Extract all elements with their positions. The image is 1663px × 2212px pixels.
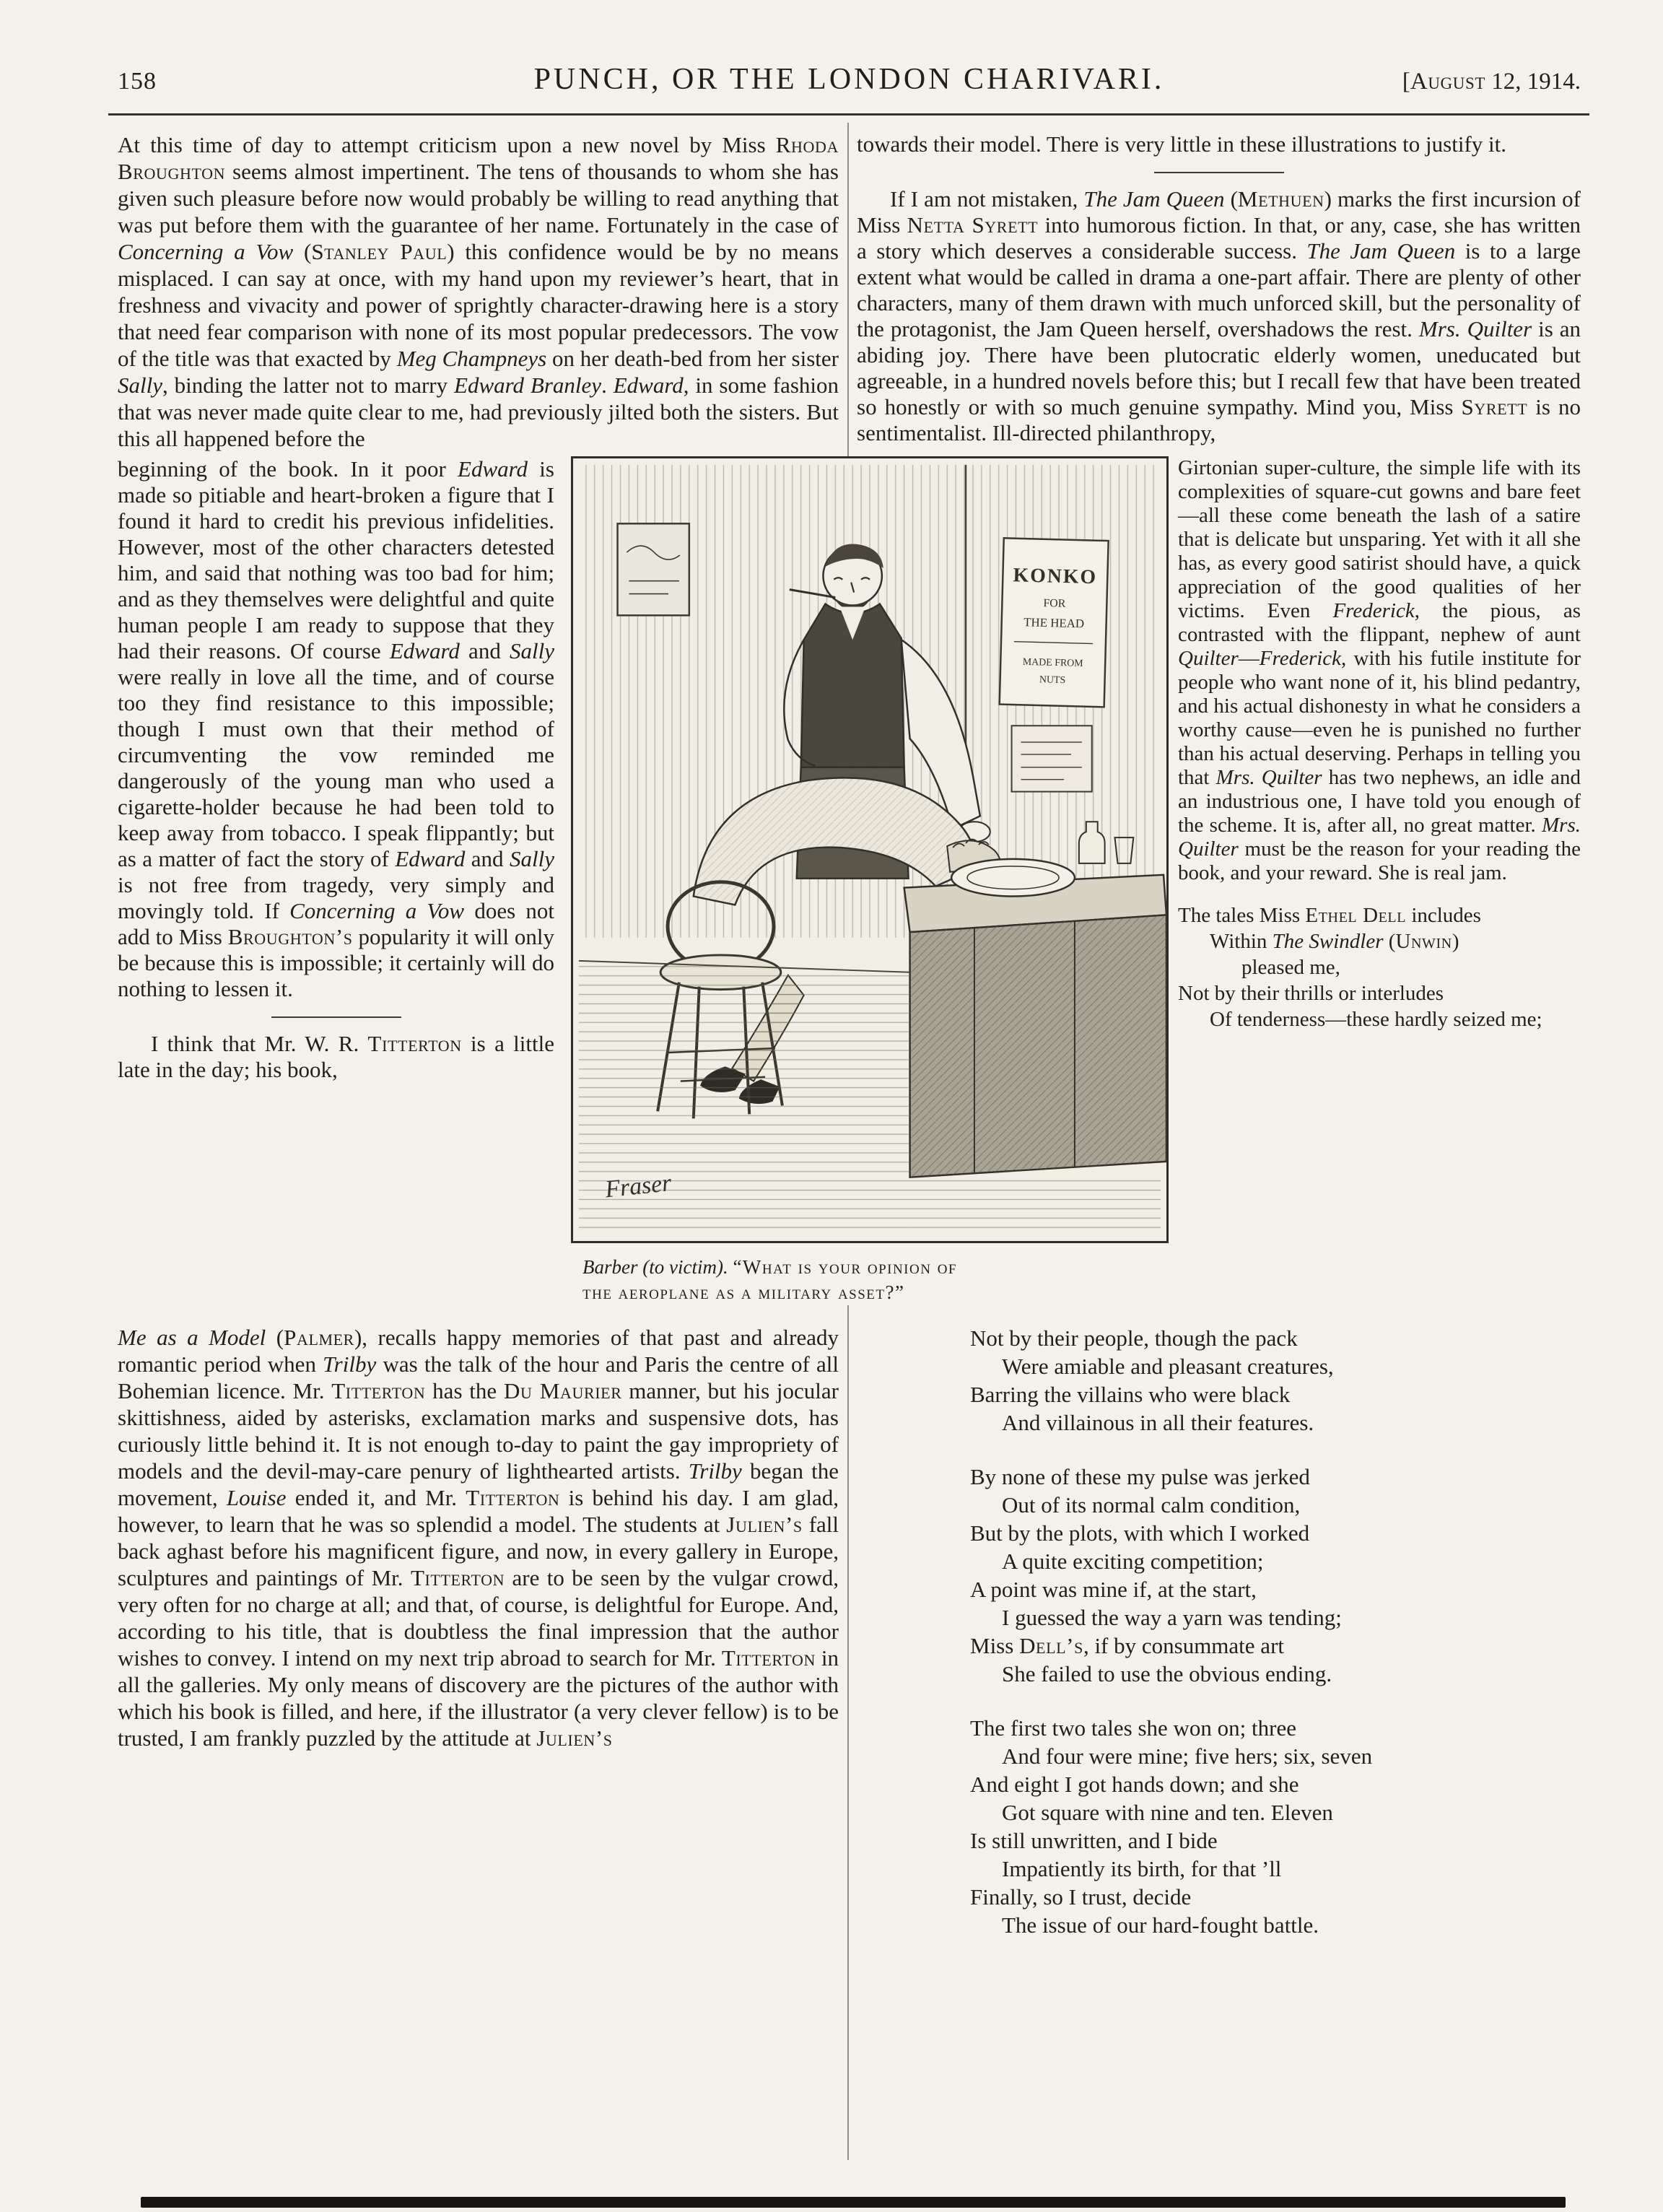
page-edge-shadow: [141, 2197, 1566, 2208]
header-rule: [108, 113, 1589, 116]
artist-signature: Fraser: [603, 1170, 673, 1203]
page-number: 158: [118, 68, 157, 95]
page-title: PUNCH, OR THE LONDON CHARIVARI.: [533, 63, 1165, 96]
paragraph-titterton-intro: I think that Mr. W. R. Titterton is a little late in the day; his book,: [118, 1031, 554, 1082]
paragraph-broughton: At this time of day to attempt criticism upon a new novel by Miss Rhoda Broughton seems almost impertinent. The tens of thousands to whom she has given such pleasure before now would probably be willing to read anything that was put before them with the guarantee of her name. Fortunately in the case of Concerning a Vow (Stanley Paul) this confidence would be by no means misplaced. I can say at once, with my hand upon my reviewer’s heart, that in freshness and vivacity and power of sprightly character-drawing here is a story that need fear comparison with none of its most popular predecessors. The vow of the title was that exacted by Meg Champneys on her death-bed from her sister Sally, binding the latter not to marry Edward Branley. Edward, in some fashion that was never made quite clear to me, had previously jilted both the sisters. But this all happened before the: [118, 132, 839, 451]
masthead: [118, 62, 1581, 97]
paragraph-continuation: towards their model. There is very little in these illustrations to justify it.: [857, 131, 1506, 157]
section-divider: [1154, 172, 1284, 173]
poem-stanza-2: By none of these my pulse was jerked Out of its normal calm condition, But by the plots, with which I worked A quite exciting competition; A point was mine if, at the start, I guessed the way a yarn was tending; Miss Dell’s, if by consummate art She failed to use the obvious ending.: [970, 1464, 1342, 1686]
small-notice-frame: [1012, 726, 1092, 791]
left-column-wrap: [118, 456, 554, 1083]
paragraph-wrap-left: beginning of the book. In it poor Edward is made so pitiable and heart-broken a figure that I found it hard to credit his previous infidelities. However, most of the other characters detested him, and said that nothing was too bad for him; and as they themselves were delightful and quite human people I am ready to suppose that they had their reasons. Of course Edward and Sally were really in love all the time, and of course too they find resistance to this impossible; though I must own that their method of circumventing the vow reminded me dangerously of the young man who used a cigarette-holder because he had been told to keep away from tobacco. I speak flippantly; but as a matter of fact the story of Edward and Sally is not free from tragedy, very simply and movingly told. If Concerning a Vow does not add to Miss Broughton’s popularity it will only be because this is impossible; it certainly will do nothing to lessen it.: [118, 456, 555, 1001]
poem-stanza-1: Not by their people, though the pack Were amiable and pleasant creatures, Barring the villains who were black And villainous in all their features.: [970, 1325, 1334, 1435]
poster-text-for: FOR: [1043, 597, 1066, 610]
right-column-bottom: [857, 1324, 1581, 1939]
poster-text-konko: KONKO: [1013, 564, 1098, 589]
caption-line-1: Barber (to victim). “What is your opinion of: [582, 1256, 957, 1278]
bottom-text-row: [118, 1324, 1581, 1939]
poem-stanza-3: The first two tales she won on; three And four were mine; five hers; six, seven And eight I got hands down; and she Got square with nine and ten. Eleven Is still unwritten, and I bide Impatiently its birth, for that ’ll Finally, so I trust, decide The issue of our hard-fought battle.: [970, 1715, 1373, 1938]
framed-picture: [618, 523, 689, 615]
section-divider: [271, 1016, 401, 1018]
poster-text-the-head: THE HEAD: [1023, 615, 1085, 631]
top-text-row: [118, 131, 1581, 452]
poem-opening: The tales Miss Ethel Dell includes Within The Swindler (Unwin) pleased me, Not by their thrills or interludes Of tenderness—these hardly seized me;: [1178, 904, 1542, 1031]
illustration-figure: [571, 456, 1169, 1305]
konko-poster: [1000, 538, 1109, 707]
barber-scene-illustration: [571, 456, 1169, 1243]
right-column-wrap: [1178, 456, 1581, 1032]
right-column-top: [857, 131, 1581, 446]
paragraph-jam-queen: If I am not mistaken, The Jam Queen (Methuen) marks the first incursion of Miss Netta Syrett into humorous fiction. In that, or any, case, she has written a story which deserves a considerable success. The Jam Queen is to a large extent what would be called in drama a one-part affair. There are plenty of other characters, many of them drawn with much unforced skill, but the personality of the protagonist, the Jam Queen herself, overshadows the rest. Mrs. Quilter is an abiding joy. There have been plutocratic elderly women, uneducated but agreeable, in a hundred novels before this; but I recall few that have been treated so honestly or with so much genuine sympathy. Mind you, Miss Syrett is no sentimentalist. Ill-directed philanthropy,: [857, 186, 1581, 445]
paragraph-wrap-right: Girtonian super-culture, the simple life with its complexities of square-cut gowns and bare feet—all these come beneath the lash of a satire that is delicate but unsparing. Yet with it all she has, as every good satirist should have, a quick appreciation of the good qualities of her victims. Even Frederick, the pious, as contrasted with the flippant, nephew of aunt Quilter—Frederick, with his futile institute for people who want none of it, his blind pedantry, and his actual dishonesty in what he considers a worthy cause—even he is punished no further than his actual deserving. Perhaps in telling you that Mrs. Quilter has two nephews, an idle and an industrious one, I have told you enough of the scheme. It is, after all, no great matter. Mrs. Quilter must be the reason for your reading the book, and your reward. She is real jam.: [1178, 456, 1581, 884]
poster-text-made-from: MADE FROM: [1022, 656, 1083, 669]
page-content: [118, 131, 1581, 1939]
left-column-top: [118, 131, 839, 452]
illustration-row: [118, 456, 1581, 1305]
illustration-caption: [571, 1255, 1169, 1305]
basin: [951, 859, 1075, 897]
paragraph-titterton: Me as a Model (Palmer), recalls happy memories of that past and already romantic period when Trilby was the talk of the hour and Paris the centre of all Bohemian licence. Mr. Titterton has the Du Maurier manner, but his jocular skittishness, aided by asterisks, exclamation marks and suspensive dots, has curiously little behind it. It is not enough to-day to paint the gay impropriety of models and the devil-may-care penury of lighthearted artists. Trilby began the movement, Louise ended it, and Mr. Titterton is behind his day. I am glad, however, to learn that he was so splendid a model. The students at Julien’s fall back aghast before his magnificent figure, and now, in every gallery in Europe, sculptures and paintings of Mr. Titterton are to be seen by the vulgar crowd, very often for no charge at all; and that, of course, is delightful for Europe. And, according to his title, that is doubtless the final impression that the author wishes to convey. I intend on my next trip abroad to search for Mr. Titterton in all the galleries. My only means of discovery are the pictures of the author with which his book is filled, and here, if the illustrator (a very clever fellow) is to be trusted, I am frankly puzzled by the attitude at Julien’s: [118, 1325, 839, 1751]
poster-text-nuts: NUTS: [1039, 674, 1066, 687]
left-column-bottom: [118, 1324, 839, 1751]
barber-engraving-svg: [573, 458, 1166, 1241]
caption-line-2: the aeroplane as a military asset?”: [582, 1281, 905, 1303]
issue-date: [August 12, 1914.: [1402, 69, 1581, 95]
